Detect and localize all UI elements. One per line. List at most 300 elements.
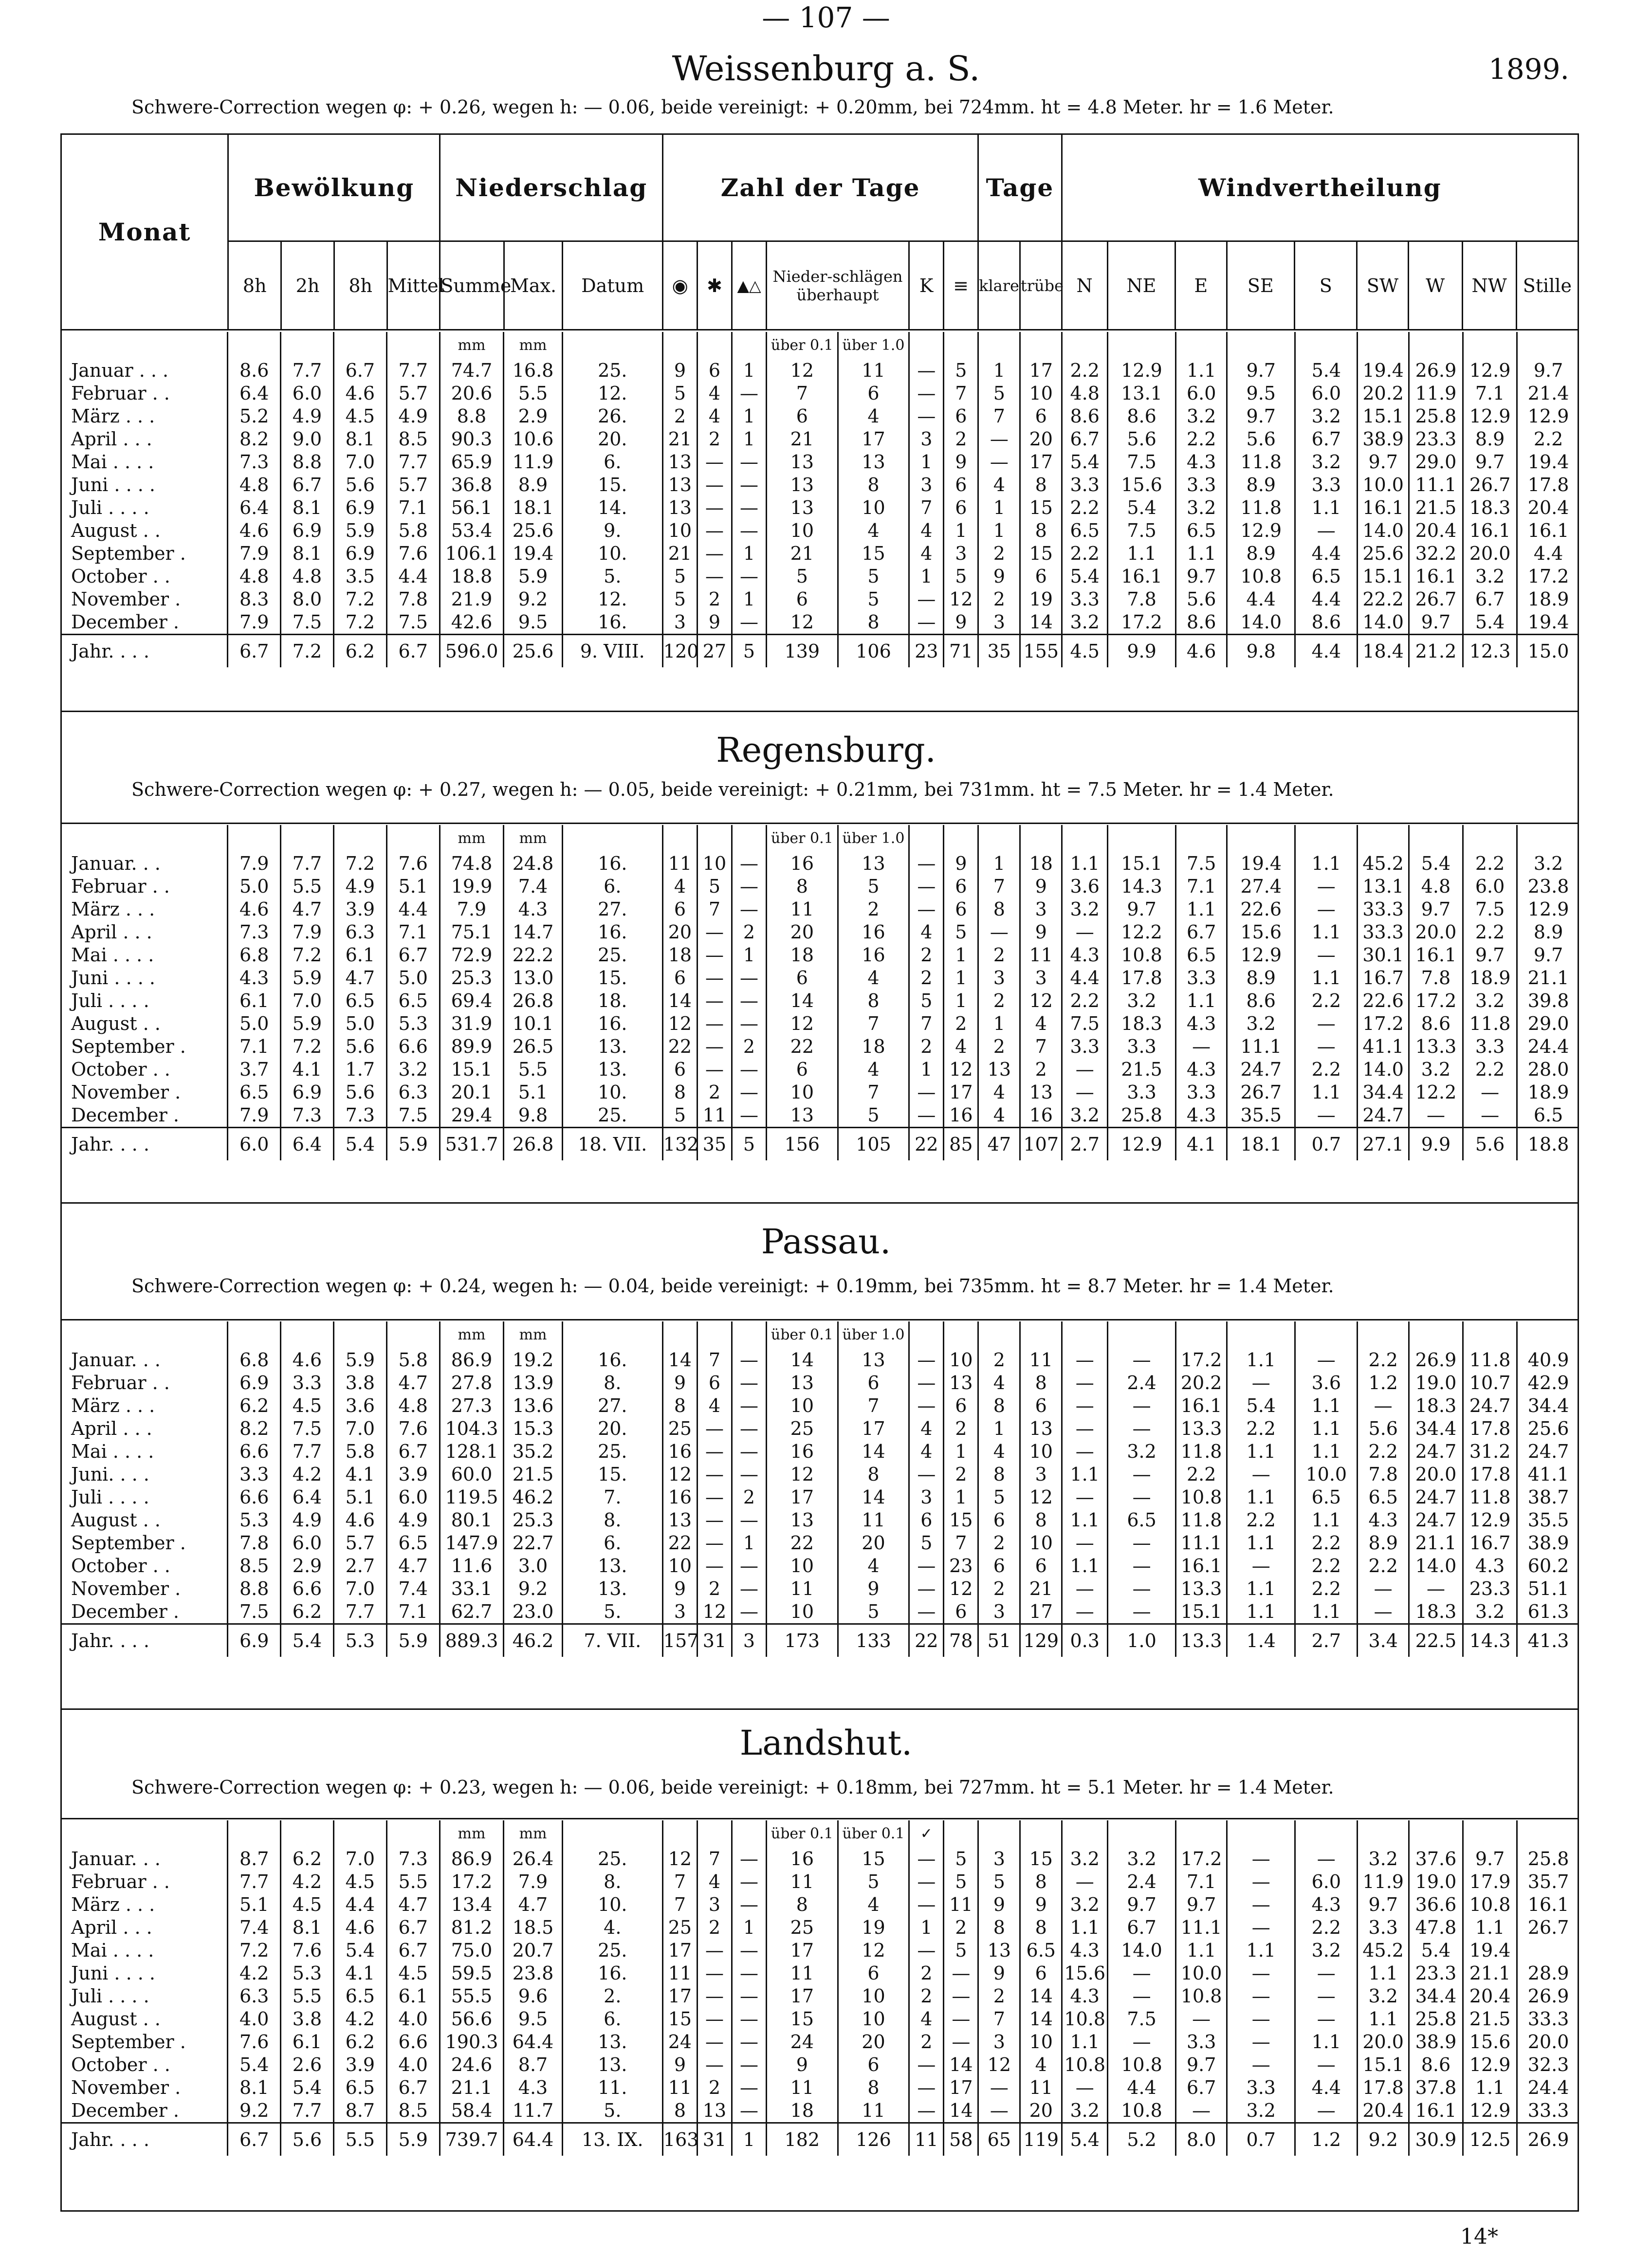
table-cell: 36.8 bbox=[440, 474, 504, 496]
table-cell: 35 bbox=[697, 1128, 732, 1161]
table-cell: 17 bbox=[944, 2076, 978, 2099]
table-cell: 8.6 bbox=[1295, 611, 1358, 635]
table-cell: 34.4 bbox=[1409, 1985, 1463, 2008]
table-cell: — bbox=[1227, 1893, 1295, 1916]
table-cell: 5.9 bbox=[386, 1128, 440, 1161]
table-cell bbox=[281, 332, 334, 359]
table-cell: 33.1 bbox=[440, 1577, 504, 1600]
table-cell: — bbox=[732, 1463, 766, 1486]
table-cell: 4.7 bbox=[504, 1893, 562, 1916]
table-cell: — bbox=[732, 1081, 766, 1104]
table-cell: 3.2 bbox=[386, 1058, 440, 1081]
rain-icon: ◉ bbox=[663, 241, 698, 330]
table-cell: — bbox=[1227, 1962, 1295, 1985]
table-cell: 22 bbox=[767, 1035, 838, 1058]
table-row bbox=[60, 1600, 1579, 1624]
table-cell: 3 bbox=[978, 1600, 1020, 1624]
table-cell: 10 bbox=[1020, 382, 1062, 405]
table-cell: 1.1 bbox=[1175, 1939, 1227, 1962]
table-cell: 5.5 bbox=[281, 875, 334, 898]
table-cell: 11 bbox=[838, 359, 909, 382]
table-cell: 7.2 bbox=[281, 1035, 334, 1058]
table-cell: 119 bbox=[1020, 2123, 1062, 2156]
table-cell: — bbox=[697, 1962, 732, 1985]
table-cell: — bbox=[1295, 1104, 1358, 1128]
table-cell: 9 bbox=[767, 2053, 838, 2076]
month-cell: Juli . . . . bbox=[71, 1486, 149, 1508]
table-cell: — bbox=[697, 990, 732, 1012]
table-cell: 37.8 bbox=[1409, 2076, 1463, 2099]
table-cell: 25.6 bbox=[504, 635, 562, 668]
month-cell: Jahr. . . . bbox=[60, 1624, 228, 1657]
table-cell: 11 bbox=[662, 1962, 697, 1985]
month-cell: December . bbox=[71, 611, 179, 633]
table-cell: 16. bbox=[562, 852, 662, 875]
fog-icon: ≡ bbox=[943, 241, 978, 330]
table-cell: 6.1 bbox=[228, 990, 281, 1012]
table-cell: — bbox=[1175, 2099, 1227, 2123]
table-cell: 20.0 bbox=[1517, 2031, 1579, 2053]
table-cell: — bbox=[909, 1600, 944, 1624]
table-cell: 62.7 bbox=[440, 1600, 504, 1624]
table-cell: 7.1 bbox=[386, 496, 440, 519]
table-cell: 6.8 bbox=[228, 944, 281, 967]
table-cell: 22.2 bbox=[1358, 588, 1409, 611]
table-cell: 11.8 bbox=[1463, 1349, 1517, 1372]
table-cell: 3.6 bbox=[333, 1394, 386, 1417]
table-cell bbox=[1062, 332, 1108, 359]
table-cell: 8.8 bbox=[228, 1577, 281, 1600]
table-cell: 9 bbox=[662, 1372, 697, 1394]
table-row bbox=[60, 1440, 1579, 1463]
table-cell: 2 bbox=[909, 1035, 944, 1058]
table-cell: — bbox=[697, 451, 732, 474]
table-cell: 1.1 bbox=[1062, 852, 1108, 875]
table-cell: 7.4 bbox=[228, 1916, 281, 1939]
table-cell: 8.5 bbox=[228, 1555, 281, 1577]
table-cell: 1 bbox=[944, 1486, 978, 1509]
table-row bbox=[60, 1893, 1579, 1916]
table-cell: 7.9 bbox=[504, 1870, 562, 1893]
table-row bbox=[60, 382, 1579, 405]
table-cell: 25 bbox=[662, 1417, 697, 1440]
table-cell: 9 bbox=[978, 1962, 1020, 1985]
table-cell: 15.6 bbox=[1227, 921, 1295, 944]
table-cell: 3.2 bbox=[1463, 990, 1517, 1012]
table-cell: 2 bbox=[944, 1012, 978, 1035]
table-cell: 80.1 bbox=[440, 1509, 504, 1532]
table-cell: 14.3 bbox=[1463, 1624, 1517, 1657]
table-cell: 4 bbox=[909, 1417, 944, 1440]
table-cell: 5.6 bbox=[1227, 428, 1295, 451]
table-cell: 8 bbox=[1020, 519, 1062, 542]
month-cell: Januar. . . bbox=[71, 1848, 161, 1870]
table-row bbox=[60, 519, 1579, 542]
header-wind-e: E bbox=[1175, 241, 1227, 330]
table-cell: 4.3 bbox=[1175, 1058, 1227, 1081]
table-cell bbox=[1517, 1321, 1579, 1349]
table-row bbox=[60, 1463, 1579, 1486]
table-cell: 3.2 bbox=[1062, 898, 1108, 921]
table-cell: — bbox=[697, 1463, 732, 1486]
table-cell: — bbox=[909, 2099, 944, 2123]
table-cell: 7.2 bbox=[333, 852, 386, 875]
table-cell bbox=[978, 332, 1020, 359]
table-cell: — bbox=[697, 2053, 732, 2076]
table-cell: 4.2 bbox=[281, 1870, 334, 1893]
table-cell: 16 bbox=[662, 1440, 697, 1463]
table-cell: 2 bbox=[944, 1463, 978, 1486]
table-cell: 25. bbox=[562, 1104, 662, 1128]
table-cell: 13.3 bbox=[1175, 1577, 1227, 1600]
table-cell: 5.7 bbox=[386, 474, 440, 496]
table-cell: 1.1 bbox=[1295, 852, 1358, 875]
table-cell: 6.1 bbox=[333, 944, 386, 967]
table-cell bbox=[1358, 1820, 1409, 1848]
table-cell: — bbox=[1227, 1555, 1295, 1577]
table-cell: 5.2 bbox=[1108, 2123, 1176, 2156]
table-cell: — bbox=[1295, 2099, 1358, 2123]
table-cell: 17 bbox=[1020, 359, 1062, 382]
table-cell: 1.1 bbox=[1062, 1509, 1108, 1532]
table-cell: 75.1 bbox=[440, 921, 504, 944]
table-cell: 7.1 bbox=[1175, 1870, 1227, 1893]
table-cell: 13 bbox=[662, 474, 697, 496]
header-wind-n: N bbox=[1062, 241, 1107, 330]
table-cell: 7 bbox=[697, 1349, 732, 1372]
table-cell bbox=[1409, 1321, 1463, 1349]
table-cell: 8.0 bbox=[281, 588, 334, 611]
table-cell: 133 bbox=[838, 1624, 909, 1657]
table-cell: 12 bbox=[1020, 990, 1062, 1012]
table-cell bbox=[944, 1321, 978, 1349]
table-cell: 8 bbox=[662, 2099, 697, 2123]
table-cell: — bbox=[909, 1577, 944, 1600]
table-cell: 7.2 bbox=[281, 944, 334, 967]
table-cell: 24.4 bbox=[1517, 2076, 1579, 2099]
table-cell: 13 bbox=[662, 451, 697, 474]
table-cell: 2 bbox=[838, 898, 909, 921]
table-cell: 6.2 bbox=[333, 2031, 386, 2053]
table-cell: 17.2 bbox=[1358, 1012, 1409, 1035]
table-cell: 7.3 bbox=[386, 1848, 440, 1870]
table-cell: 3.5 bbox=[333, 565, 386, 588]
table-cell: 15 bbox=[838, 542, 909, 565]
month-cell: April . . . bbox=[71, 428, 152, 450]
table-cell: — bbox=[1062, 1440, 1108, 1463]
table-cell: 35.7 bbox=[1517, 1870, 1579, 1893]
table-cell: 13.1 bbox=[1358, 875, 1409, 898]
table-cell: 24.6 bbox=[440, 2053, 504, 2076]
table-cell: — bbox=[909, 1555, 944, 1577]
table-cell: 46.2 bbox=[504, 1624, 562, 1657]
table-cell: 5 bbox=[944, 1848, 978, 1870]
header-niederschlaegen: Nieder-schlägen überhaupt bbox=[767, 241, 909, 330]
table-cell: 12.9 bbox=[1227, 519, 1295, 542]
table-cell: — bbox=[978, 451, 1020, 474]
table-cell: 6.7 bbox=[386, 1440, 440, 1463]
table-cell bbox=[909, 1321, 944, 1349]
table-cell: 41.3 bbox=[1517, 1624, 1579, 1657]
table-cell bbox=[662, 825, 697, 852]
table-cell bbox=[1295, 332, 1358, 359]
table-cell: 8.5 bbox=[386, 428, 440, 451]
table-cell: 4.7 bbox=[386, 1893, 440, 1916]
table-cell: 7.9 bbox=[228, 1104, 281, 1128]
table-cell: 38.7 bbox=[1517, 1486, 1579, 1509]
table-row bbox=[60, 875, 1579, 898]
table-cell: — bbox=[1227, 1985, 1295, 2008]
table-cell: 11.1 bbox=[1409, 474, 1463, 496]
table-cell: 24.4 bbox=[1517, 1035, 1579, 1058]
table-cell: — bbox=[1062, 921, 1108, 944]
table-cell: 7 bbox=[944, 382, 978, 405]
header-windvertheilung: Windvertheilung bbox=[1062, 134, 1578, 241]
table-cell: 21.1 bbox=[440, 2076, 504, 2099]
table-cell: — bbox=[909, 1104, 944, 1128]
table-cell: 6.7 bbox=[1295, 428, 1358, 451]
table-cell: 74.7 bbox=[440, 359, 504, 382]
month-cell: Januar . . . bbox=[71, 360, 169, 381]
month-cell: October . . bbox=[71, 1555, 170, 1577]
table-cell: 6.8 bbox=[228, 1349, 281, 1372]
month-cell bbox=[60, 1321, 228, 1349]
header-2h: 2h bbox=[281, 241, 334, 330]
table-cell: 3 bbox=[978, 1848, 1020, 1870]
table-cell: 9.7 bbox=[1463, 1848, 1517, 1870]
table-cell: — bbox=[909, 611, 944, 635]
table-cell: 1 bbox=[909, 1058, 944, 1081]
table-cell: — bbox=[944, 2031, 978, 2053]
table-cell bbox=[662, 1820, 697, 1848]
table-cell: 11.9 bbox=[1409, 382, 1463, 405]
table-cell: 22.6 bbox=[1227, 898, 1295, 921]
table-cell bbox=[386, 1321, 440, 1349]
table-cell: 18.4 bbox=[1358, 635, 1409, 668]
table-row bbox=[60, 2008, 1579, 2031]
table-cell: 6.4 bbox=[281, 1128, 334, 1161]
table-cell: 7.7 bbox=[333, 1600, 386, 1624]
table-cell: 5 bbox=[909, 990, 944, 1012]
table-cell: 4.7 bbox=[386, 1555, 440, 1577]
header-datum: Datum bbox=[563, 241, 663, 330]
table-cell: 157 bbox=[662, 1624, 697, 1657]
table-cell: 6.7 bbox=[386, 944, 440, 967]
table-cell: 26.9 bbox=[1409, 359, 1463, 382]
table-cell: 1.4 bbox=[1227, 1624, 1295, 1657]
month-cell: Februar . . bbox=[71, 1372, 170, 1393]
table-cell: 18 bbox=[767, 944, 838, 967]
header-wind-ne: NE bbox=[1107, 241, 1175, 330]
table-cell bbox=[1463, 1321, 1517, 1349]
table-cell: 2 bbox=[697, 588, 732, 611]
table-cell: 7.1 bbox=[1175, 875, 1227, 898]
table-cell: — bbox=[1062, 1417, 1108, 1440]
table-cell: 8 bbox=[767, 1893, 838, 1916]
table-cell: 8.1 bbox=[281, 496, 334, 519]
table-cell: 41.1 bbox=[1517, 1463, 1579, 1486]
table-cell: 12.5 bbox=[1463, 2123, 1517, 2156]
table-cell: — bbox=[1295, 875, 1358, 898]
table-cell: 25.3 bbox=[504, 1509, 562, 1532]
table-cell: 13. bbox=[562, 1555, 662, 1577]
table-cell: 45.2 bbox=[1358, 1939, 1409, 1962]
table-cell: 5.2 bbox=[228, 405, 281, 428]
table-cell bbox=[386, 332, 440, 359]
table-cell: 20 bbox=[838, 1532, 909, 1555]
table-cell: 25. bbox=[562, 1939, 662, 1962]
table-cell: 4 bbox=[978, 1372, 1020, 1394]
table-cell: 1.1 bbox=[1175, 542, 1227, 565]
table-cell: 6 bbox=[1020, 1555, 1062, 1577]
table-cell: 6.0 bbox=[1295, 382, 1358, 405]
table-cell: 3 bbox=[909, 428, 944, 451]
table-cell: 34.4 bbox=[1517, 1394, 1579, 1417]
table-cell: 3.6 bbox=[1295, 1372, 1358, 1394]
table-cell: 5 bbox=[767, 565, 838, 588]
table-cell: 7.5 bbox=[1062, 1012, 1108, 1035]
table-cell: 1.1 bbox=[1295, 496, 1358, 519]
header-truebe: trübe bbox=[1020, 241, 1062, 330]
table-cell: — bbox=[732, 1848, 766, 1870]
table-cell: — bbox=[732, 1372, 766, 1394]
table-cell: 8 bbox=[978, 1394, 1020, 1417]
table-cell: 12.2 bbox=[1108, 921, 1176, 944]
table-cell: 25.6 bbox=[1358, 542, 1409, 565]
table-cell: 10. bbox=[562, 542, 662, 565]
table-cell bbox=[732, 1820, 766, 1848]
table-cell: — bbox=[732, 2008, 766, 2031]
table-cell: — bbox=[732, 474, 766, 496]
month-cell: März . . . bbox=[71, 405, 155, 427]
table-cell: 1 bbox=[944, 944, 978, 967]
table-cell: 9. bbox=[562, 519, 662, 542]
table-cell: 29.0 bbox=[1517, 1012, 1579, 1035]
table-cell: 6.0 bbox=[1295, 1870, 1358, 1893]
table-cell: 15.1 bbox=[1108, 852, 1176, 875]
table-cell: 18 bbox=[662, 944, 697, 967]
table-cell: 5 bbox=[662, 588, 697, 611]
table-cell: 5.4 bbox=[281, 1624, 334, 1657]
table-cell: 1.1 bbox=[1227, 1486, 1295, 1509]
table-cell: 4.1 bbox=[281, 1058, 334, 1081]
table-cell: 16 bbox=[767, 1440, 838, 1463]
table-cell: — bbox=[1062, 1394, 1108, 1417]
table-cell: 17.2 bbox=[1175, 1349, 1227, 1372]
table-cell: 6. bbox=[562, 451, 662, 474]
table-cell: — bbox=[732, 519, 766, 542]
table-cell: 15.6 bbox=[1062, 1962, 1108, 1985]
table-cell: 15. bbox=[562, 474, 662, 496]
table-row bbox=[60, 852, 1579, 875]
table-cell: 7.5 bbox=[1463, 898, 1517, 921]
table-cell: 5.4 bbox=[1227, 1394, 1295, 1417]
table-cell bbox=[228, 332, 281, 359]
table-cell: 34.4 bbox=[1358, 1081, 1409, 1104]
table-cell: 10.8 bbox=[1463, 1893, 1517, 1916]
header-8h-evening: 8h bbox=[334, 241, 387, 330]
table-cell: 6.3 bbox=[228, 1985, 281, 2008]
table-cell: 3.2 bbox=[1062, 611, 1108, 635]
table-cell: 1.2 bbox=[1358, 1372, 1409, 1394]
table-cell: 11.1 bbox=[1175, 1532, 1227, 1555]
table-cell: 139 bbox=[767, 635, 838, 668]
table-cell: 14 bbox=[662, 1349, 697, 1372]
table-cell: 7.5 bbox=[1108, 451, 1176, 474]
table-cell bbox=[562, 1321, 662, 1349]
table-cell: mm bbox=[504, 1820, 562, 1848]
table-cell: 10.8 bbox=[1175, 1486, 1227, 1509]
table-row bbox=[60, 1848, 1579, 1870]
table-cell: 25. bbox=[562, 1440, 662, 1463]
table-cell: 19 bbox=[838, 1916, 909, 1939]
table-cell: 16.1 bbox=[1463, 519, 1517, 542]
table-cell: 11.9 bbox=[1358, 1870, 1409, 1893]
table-cell: 8.8 bbox=[440, 405, 504, 428]
table-cell: 5.4 bbox=[281, 2076, 334, 2099]
table-cell: 15.1 bbox=[1358, 2053, 1409, 2076]
table-cell: 1.1 bbox=[1295, 1394, 1358, 1417]
table-cell: 60.0 bbox=[440, 1463, 504, 1486]
table-cell: 4 bbox=[838, 1058, 909, 1081]
table-cell: 25.8 bbox=[1517, 1848, 1579, 1870]
table-cell: 9.7 bbox=[1463, 944, 1517, 967]
table-cell: 16.1 bbox=[1409, 2099, 1463, 2123]
table-cell: 2.2 bbox=[1295, 1058, 1358, 1081]
table-cell: 6.7 bbox=[386, 1916, 440, 1939]
table-cell: 5.9 bbox=[386, 1624, 440, 1657]
table-cell: 15 bbox=[767, 2008, 838, 2031]
table-cell: 1 bbox=[944, 967, 978, 990]
table-cell: 75.0 bbox=[440, 1939, 504, 1962]
table-cell: 5.3 bbox=[386, 1012, 440, 1035]
table-cell bbox=[697, 1820, 732, 1848]
table-cell: 4 bbox=[697, 1394, 732, 1417]
table-cell: ✓ bbox=[909, 1820, 944, 1848]
table-cell: 104.3 bbox=[440, 1417, 504, 1440]
table-row bbox=[60, 611, 1579, 635]
table-cell: 8.7 bbox=[228, 1848, 281, 1870]
table-cell bbox=[909, 825, 944, 852]
table-cell: 7.2 bbox=[333, 588, 386, 611]
table-cell: 9 bbox=[944, 611, 978, 635]
table-cell: 6.0 bbox=[281, 382, 334, 405]
table-cell: 12.9 bbox=[1463, 2053, 1517, 2076]
table-cell: 22 bbox=[909, 1624, 944, 1657]
annual-row bbox=[60, 1128, 1579, 1161]
table-cell: — bbox=[732, 990, 766, 1012]
table-cell: 6 bbox=[767, 405, 838, 428]
table-cell: 1 bbox=[978, 1417, 1020, 1440]
table-cell: 86.9 bbox=[440, 1349, 504, 1372]
table-cell: 18.3 bbox=[1108, 1012, 1176, 1035]
table-cell: — bbox=[732, 852, 766, 875]
table-cell: 12.9 bbox=[1463, 359, 1517, 382]
table-cell: 4.3 bbox=[1175, 451, 1227, 474]
table-cell: 17 bbox=[662, 1985, 697, 2008]
table-cell: 1 bbox=[732, 359, 766, 382]
header-tage: Tage bbox=[978, 134, 1062, 241]
table-cell: 6.2 bbox=[228, 1394, 281, 1417]
table-cell: 18.3 bbox=[1463, 496, 1517, 519]
table-row bbox=[60, 1985, 1579, 2008]
table-cell: 1 bbox=[732, 428, 766, 451]
table-cell: 12 bbox=[662, 1463, 697, 1486]
table-cell bbox=[1108, 1820, 1176, 1848]
table-cell: — bbox=[909, 1349, 944, 1372]
table-cell: 3.7 bbox=[228, 1058, 281, 1081]
table-cell: 16.1 bbox=[1358, 496, 1409, 519]
